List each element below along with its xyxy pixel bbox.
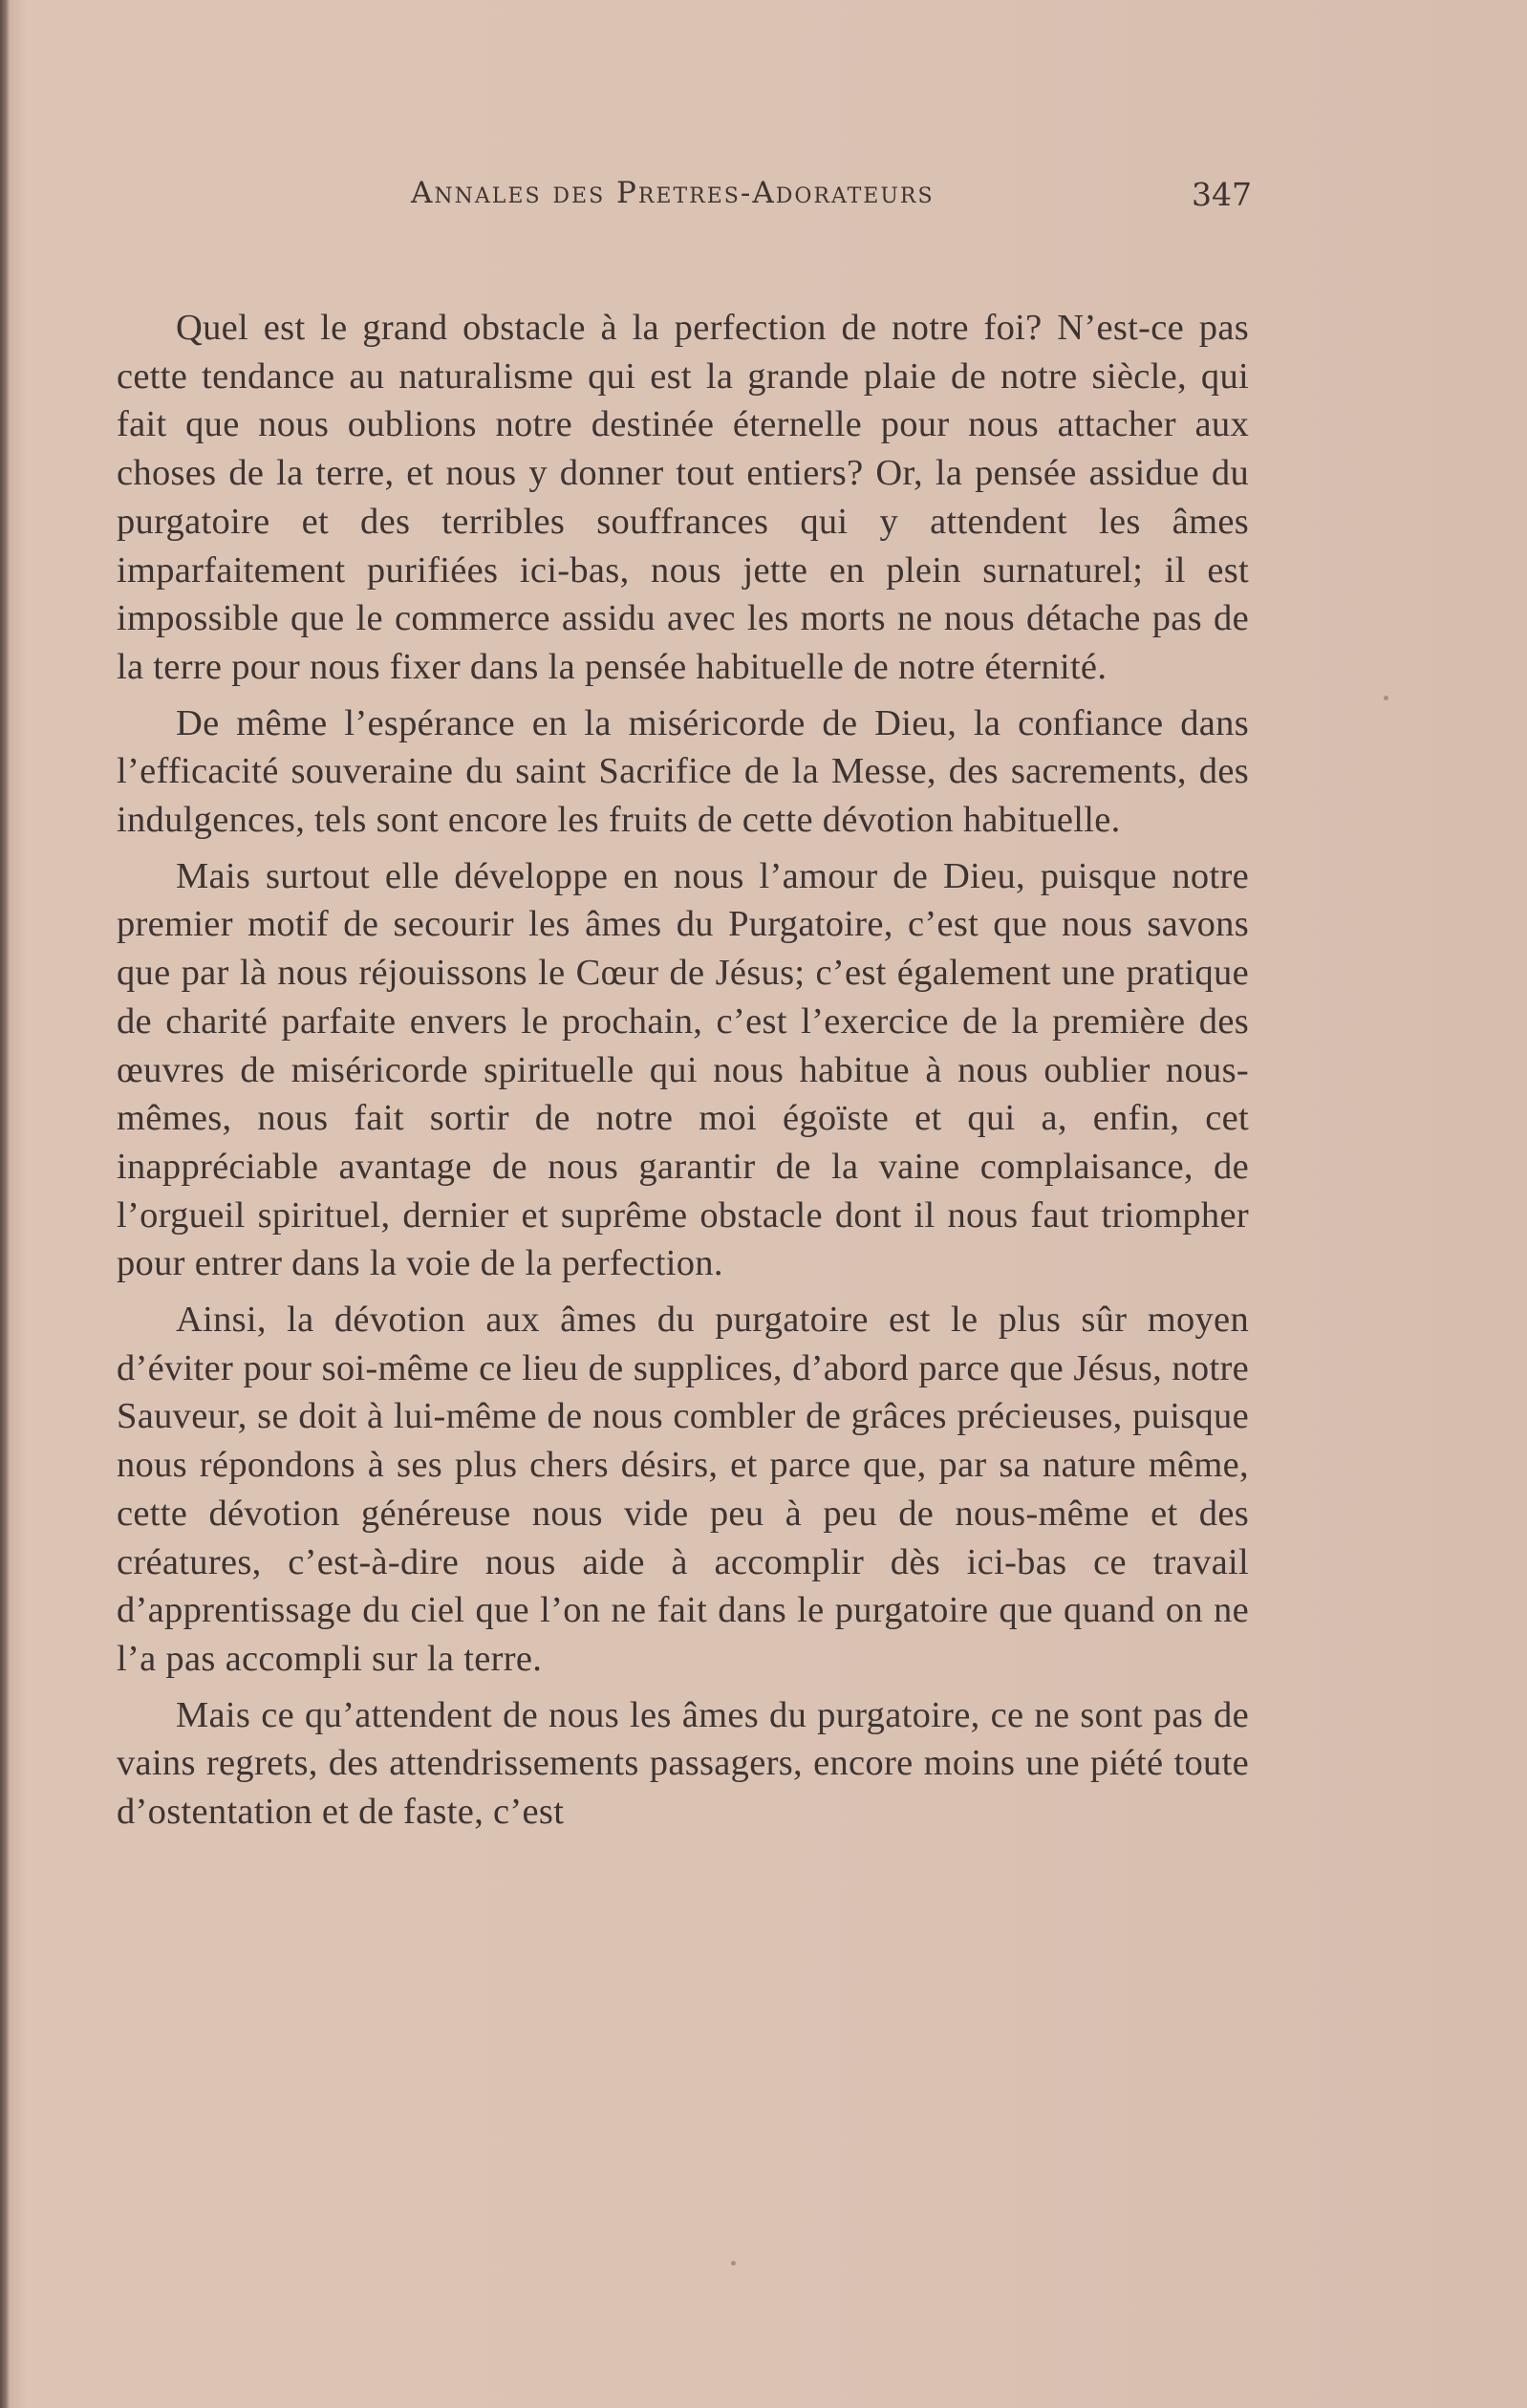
paragraph: De même l’espérance en la miséricorde de Dieu, la confiance dans l’efficacité souveraine du saint Sacrifice de la Messe, des sacrements, des indulgences, tels sont encore les fruits de cette dévotion habituelle. (117, 702, 1249, 841)
paragraph: Ainsi, la dévotion aux âmes du purgatoire est le plus sûr moyen d’éviter pour soi-même ce lieu de supplices, d’abord parce que Jésus, notre Sauveur, se doit à lui-même de nous combler de grâces précieuses, puisque nous répondons à ses plus chers désirs, et parce que, par sa nature même, cette dévotion généreuse nous vide peu à peu de nous-même et des créatures, c’est-à-dire nous aide à accomplir dès ici-bas ce travail d’apprentissage du ciel que l’on ne fait dans le purgatoire que quand on ne l’a pas accompli sur la terre. (117, 1300, 1249, 1679)
paper-speck (1384, 696, 1388, 700)
running-title: Annales des Pretres-Adorateurs (411, 176, 935, 210)
paragraph: Quel est le grand obstacle à la perfection de notre foi? N’est-ce pas cette tendance au naturalisme qui est la grande plaie de notre siècle, qui fait que nous oublions notre destinée éternelle pour nous attacher aux choses de la terre, et nous y donner tout entiers? Or, la pensée assidue du purgatoire et des terribles souffrances qui y attendent les âmes imparfaitement purifiées ici-bas, nous jette en plein surnaturel; il est impossible que le commerce assidu avec les morts ne nous détache pas de la terre pour nous fixer dans la pensée habituelle de notre éternité. (117, 308, 1249, 687)
page-header (115, 170, 1252, 227)
page-binding-shadow (0, 0, 10, 2408)
page-number: 347 (1192, 176, 1252, 213)
paragraph: Mais ce qu’attendent de nous les âmes du purgatoire, ce ne sont pas de vains regrets, des attendrissements passagers, encore moins une piété toute d’ostentation et de faste, c’est (117, 1694, 1249, 1833)
paragraph: Mais surtout elle développe en nous l’amour de Dieu, puisque notre premier motif de secourir les âmes du Purgatoire, c’est que nous savons que par là nous réjouissons le Cœur de Jésus; c’est également une pratique de charité parfaite envers le prochain, c’est l’exercice de la première des œuvres de miséricorde spirituelle qui nous habitue à nous oublier nous-mêmes, nous fait sortir de notre moi égoïste et qui a, enfin, cet inappréciable avantage de nous garantir de la vaine complaisance, de l’orgueil spirituel, dernier et suprême obstacle dont il nous faut triompher pour entrer dans la voie de la perfection. (117, 855, 1249, 1284)
paper-speck (731, 2261, 736, 2266)
body-text (117, 304, 1249, 1844)
